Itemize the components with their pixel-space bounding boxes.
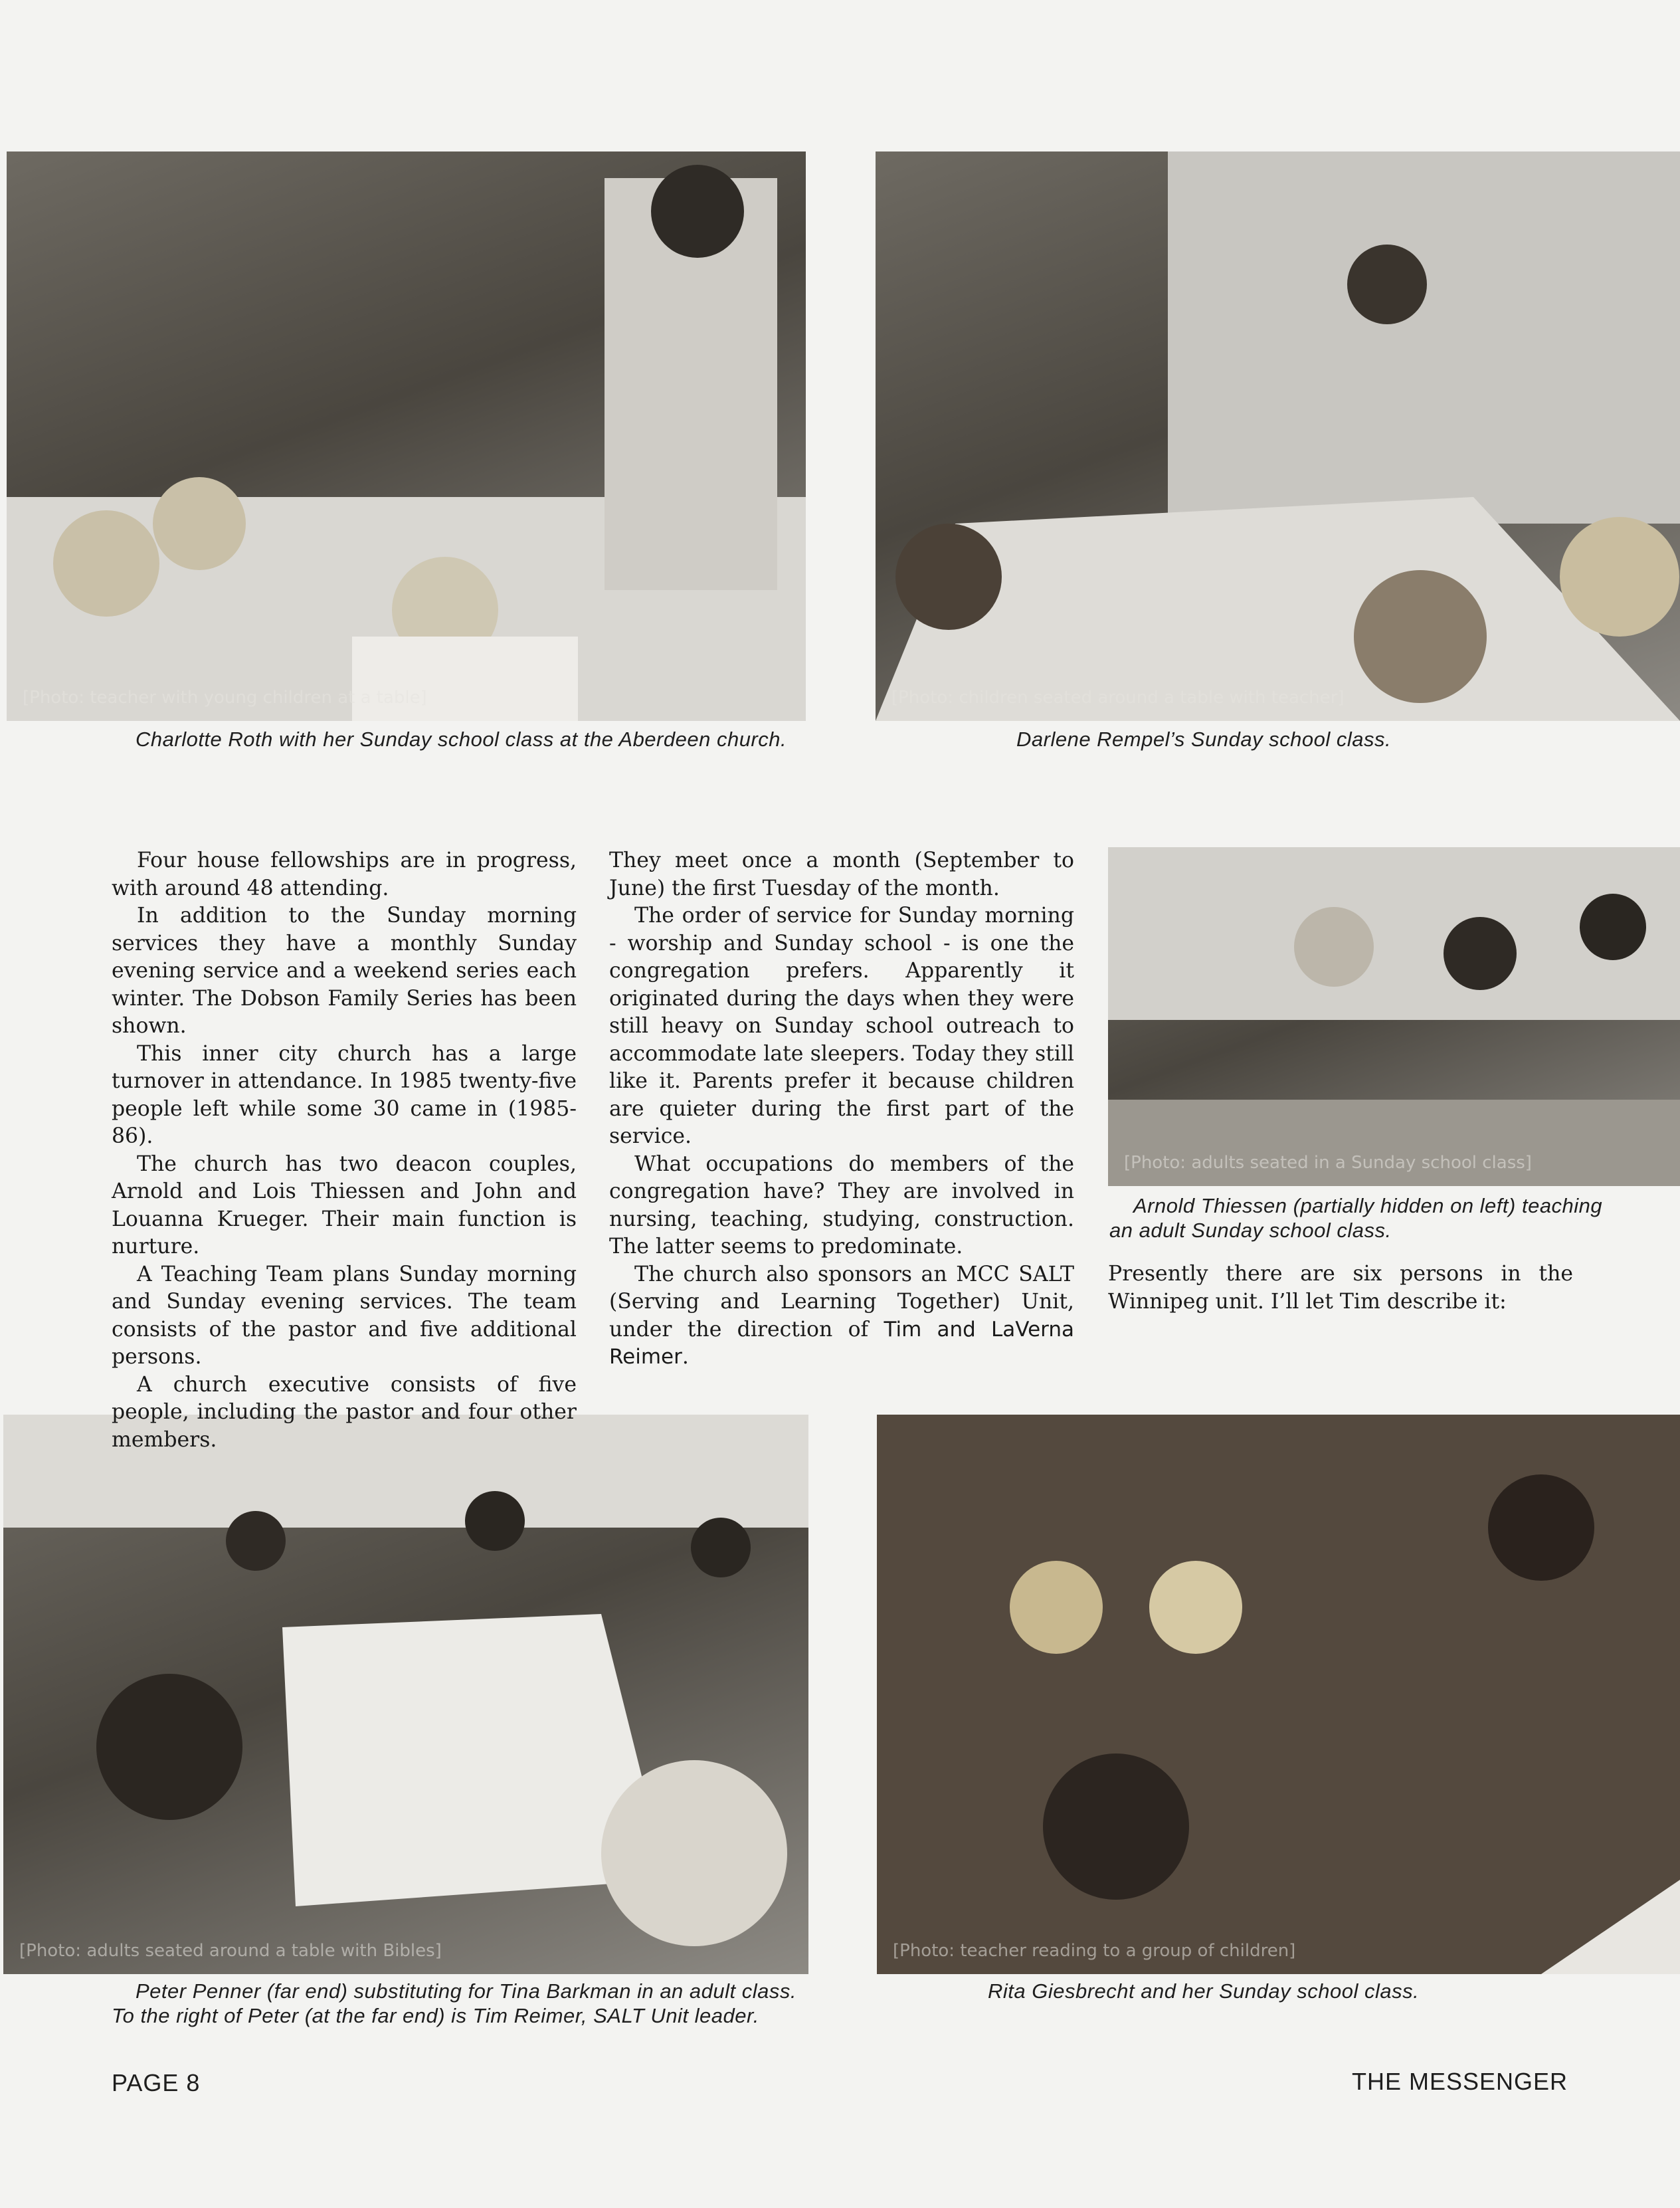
- photo-aberdeen-shapes: [7, 151, 806, 721]
- photo-label: [Photo: teacher reading to a group of children]: [893, 1941, 1296, 1961]
- paragraph: What occupations do members of the congregation have? They are involved in nursing, teaching, studying, construction. The latter seems to predominate.: [609, 1152, 1074, 1258]
- paragraph-text: The church also sponsors an MCC SALT (Serving and Learning Together) Unit, under the direction of: [609, 1262, 1074, 1342]
- caption-giesbrecht: Rita Giesbrecht and her Sunday school class.: [988, 1979, 1420, 2003]
- paragraph: Presently there are six persons in the Winnipeg unit. I’ll let Tim describe it:: [1108, 1262, 1573, 1314]
- photo-giesbrecht-class: [877, 1415, 1680, 1974]
- paragraph: They meet once a month (September to June) the first Tuesday of the month.: [609, 849, 1074, 900]
- caption-rempel: Darlene Rempel’s Sunday school class.: [1016, 728, 1392, 751]
- paragraph: A Teaching Team plans Sunday morning and Sunday evening services. The team consists of the pastor and five additional persons.: [112, 1262, 577, 1369]
- paragraph: Four house fellowships are in progress, with around 48 attending.: [112, 849, 577, 900]
- photo-label: [Photo: adults seated in a Sunday school class]: [1124, 1153, 1532, 1173]
- caption-aberdeen: Charlotte Roth with her Sunday school class at the Aberdeen church.: [136, 728, 787, 751]
- publication-name: THE MESSENGER: [1352, 2068, 1568, 2095]
- paragraph: The church has two deacon couples, Arnold and Lois Thiessen and John and Louanna Krueger. Their main function is nurture.: [112, 1152, 577, 1258]
- paragraph: This inner city church has a large turnover in attendance. In 1985 twenty-five people left while some 30 came in (1985-86).: [112, 1041, 577, 1148]
- text-column-1: [112, 847, 577, 1454]
- photo-label: [Photo: adults seated around a table with Bibles]: [19, 1941, 442, 1961]
- paragraph-end: .: [682, 1345, 689, 1369]
- page-number: PAGE 8: [112, 2069, 201, 2096]
- photo-label: [Photo: teacher with young children at a table]: [23, 688, 427, 708]
- paragraph: A church executive consists of five people, including the pastor and four other members.: [112, 1372, 577, 1452]
- paragraph: The order of service for Sunday morning - worship and Sunday school - is one the congregation prefers. Apparently it originated during the days when they were still heavy on Sunday school outreach to accommodate late sleepers. Today they still like it. Parents prefer it because children are quieter during the first part of the service.: [609, 904, 1074, 1148]
- photo-thiessen-class: [1108, 847, 1680, 1186]
- unit-directors-names: Tim and LaVerna Reimer: [609, 1317, 1074, 1369]
- photo-penner-shapes: [3, 1415, 808, 1974]
- photo-thiessen-shapes: [1108, 847, 1680, 1186]
- photo-penner-class: [3, 1415, 808, 1974]
- photo-giesbrecht-shapes: [877, 1415, 1680, 1974]
- paragraph: In addition to the Sunday morning services they have a monthly Sunday evening service and a weekend series each winter. The Dobson Family Series has been shown.: [112, 904, 577, 1038]
- caption-thiessen: Arnold Thiessen (partially hidden on left) teaching an adult Sunday school class.: [1109, 1194, 1603, 1242]
- photo-label: [Photo: children seated around a table with teacher]: [891, 688, 1345, 708]
- photo-rempel-shapes: [876, 151, 1680, 721]
- text-column-3: [1108, 1260, 1573, 1316]
- caption-penner: Peter Penner (far end) substituting for Tina Barkman in an adult class. To the right of Peter (at the far end) is Tim Reimer, SALT Unit leader.: [112, 1979, 796, 2027]
- text-column-2: [609, 847, 1074, 1371]
- photo-aberdeen-class: [7, 151, 806, 721]
- paragraph: [609, 1261, 1074, 1371]
- photo-rempel-class: [876, 151, 1680, 721]
